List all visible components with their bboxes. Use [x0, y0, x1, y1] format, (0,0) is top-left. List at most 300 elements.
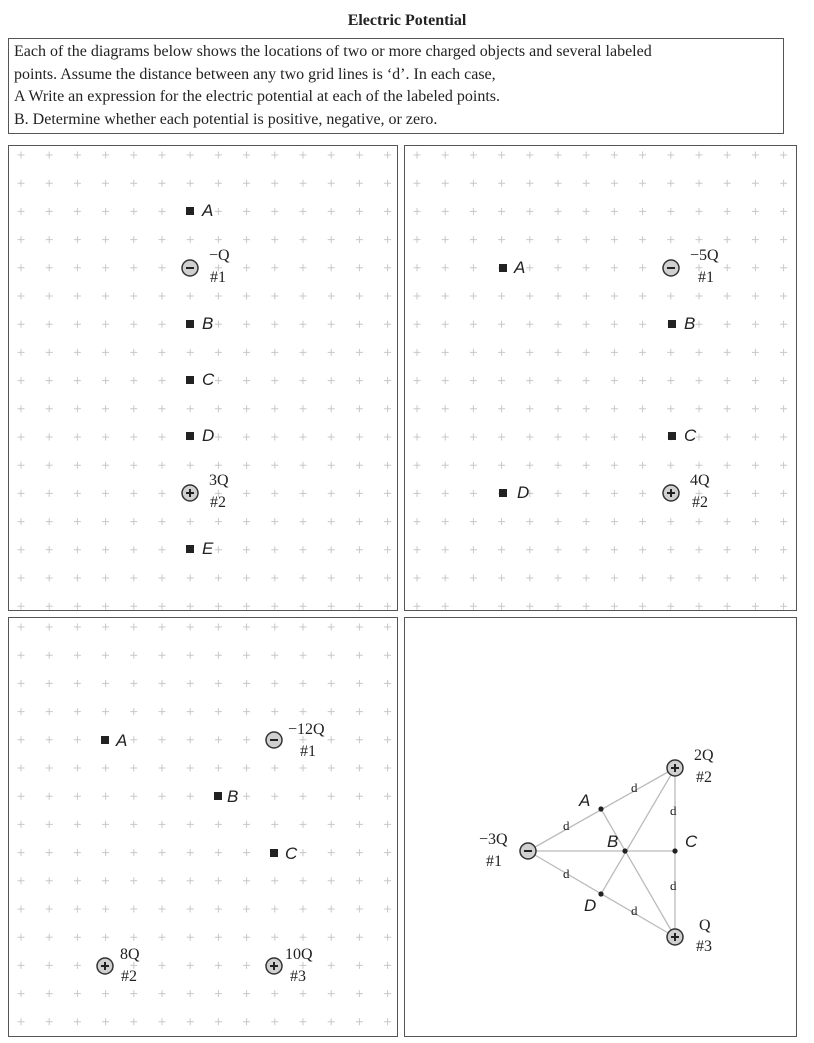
grid-mark [271, 349, 278, 356]
grid-mark [583, 236, 590, 243]
grid-mark [46, 849, 53, 856]
grid-mark [74, 708, 81, 715]
grid-mark [271, 906, 278, 913]
grid-mark [187, 462, 194, 469]
grid-mark [18, 906, 25, 913]
grid-mark [639, 518, 646, 525]
grid-mark [74, 624, 81, 631]
grid-mark [696, 152, 703, 159]
grid-mark [46, 736, 53, 743]
grid-mark [356, 462, 363, 469]
grid-mark [46, 990, 53, 997]
charge-id: #1 [300, 743, 316, 760]
point-label: D [202, 426, 215, 445]
grid-mark [74, 652, 81, 659]
grid-mark [356, 236, 363, 243]
grid-mark [639, 462, 646, 469]
grid-mark [356, 624, 363, 631]
grid-mark [102, 377, 109, 384]
grid-mark [46, 765, 53, 772]
grid-mark [780, 293, 787, 300]
grid [18, 624, 392, 1026]
grid-mark [102, 405, 109, 412]
grid-mark [470, 546, 477, 553]
grid-mark [215, 518, 222, 525]
grid-mark [243, 293, 250, 300]
grid-mark [414, 462, 421, 469]
grid-mark [187, 624, 194, 631]
grid-mark [18, 962, 25, 969]
grid-mark [159, 575, 166, 582]
diagram-3-panel [8, 617, 398, 1037]
grid-mark [130, 765, 137, 772]
grid-mark [470, 293, 477, 300]
charge-2 [182, 472, 229, 511]
grid-mark [384, 405, 391, 412]
grid-mark [498, 208, 505, 215]
grid-mark [555, 603, 562, 610]
grid-mark [384, 264, 391, 271]
grid-mark [74, 546, 81, 553]
grid-mark [300, 152, 307, 159]
grid-mark [215, 736, 222, 743]
grid-mark [243, 990, 250, 997]
grid-mark [243, 849, 250, 856]
grid-mark [498, 377, 505, 384]
grid-mark [74, 152, 81, 159]
square-marker-icon [668, 432, 676, 440]
grid-mark [696, 518, 703, 525]
charge-1 [182, 247, 230, 286]
grid-mark [102, 264, 109, 271]
point-label: C [285, 844, 298, 863]
grid-mark [187, 821, 194, 828]
grid-mark [442, 490, 449, 497]
grid-mark [187, 236, 194, 243]
grid-mark [583, 377, 590, 384]
charge-value: 4Q [690, 472, 710, 489]
grid-mark [442, 575, 449, 582]
grid-mark [526, 321, 533, 328]
grid-mark [159, 321, 166, 328]
grid-mark [356, 546, 363, 553]
grid-mark [470, 405, 477, 412]
grid-mark [159, 293, 166, 300]
grid-mark [611, 490, 618, 497]
grid-mark [667, 575, 674, 582]
point-label: B [607, 832, 619, 851]
square-marker-icon [499, 489, 507, 497]
grid-mark [328, 603, 335, 610]
grid-mark [384, 736, 391, 743]
point-c [270, 844, 298, 863]
grid-mark [470, 152, 477, 159]
grid-mark [414, 405, 421, 412]
grid-mark [46, 434, 53, 441]
grid-mark [300, 293, 307, 300]
grid-mark [356, 349, 363, 356]
grid-mark [300, 180, 307, 187]
grid-mark [300, 518, 307, 525]
square-marker-icon [214, 792, 222, 800]
grid-mark [328, 546, 335, 553]
grid-mark [243, 264, 250, 271]
grid-mark [780, 264, 787, 271]
grid-mark [470, 180, 477, 187]
grid-mark [243, 652, 250, 659]
grid-mark [356, 490, 363, 497]
point-label: D [517, 483, 530, 502]
grid-mark [18, 849, 25, 856]
grid-mark [414, 321, 421, 328]
charge-1 [266, 721, 325, 760]
grid-mark [159, 906, 166, 913]
square-marker-icon [270, 849, 278, 857]
charge-id: #2 [121, 968, 137, 985]
point-a [101, 731, 127, 750]
grid-mark [271, 462, 278, 469]
distance-label: d [563, 866, 570, 881]
grid-mark [470, 236, 477, 243]
grid-mark [724, 405, 731, 412]
grid-mark [498, 236, 505, 243]
grid-mark [356, 377, 363, 384]
grid-mark [442, 434, 449, 441]
grid-mark [74, 821, 81, 828]
grid-mark [215, 680, 222, 687]
grid-mark [414, 518, 421, 525]
grid-mark [18, 321, 25, 328]
grid-mark [18, 652, 25, 659]
grid-mark [667, 377, 674, 384]
grid-mark [102, 490, 109, 497]
grid-mark [102, 708, 109, 715]
grid-mark [667, 462, 674, 469]
grid-mark [752, 405, 759, 412]
grid-mark [384, 236, 391, 243]
grid-mark [583, 462, 590, 469]
grid-mark [46, 934, 53, 941]
grid-mark [583, 208, 590, 215]
grid-mark [74, 603, 81, 610]
grid-mark [18, 208, 25, 215]
diagram-4 [405, 618, 798, 1038]
grid-mark [752, 575, 759, 582]
grid [414, 152, 788, 610]
grid-mark [215, 546, 222, 553]
grid-mark [414, 293, 421, 300]
grid-mark [102, 208, 109, 215]
grid-mark [384, 624, 391, 631]
grid-mark [271, 490, 278, 497]
grid-mark [159, 793, 166, 800]
grid-mark [583, 264, 590, 271]
grid-mark [384, 793, 391, 800]
square-marker-icon [101, 736, 109, 744]
grid-mark [667, 180, 674, 187]
grid-mark [442, 377, 449, 384]
point-label: B [227, 787, 239, 806]
grid-mark [187, 152, 194, 159]
grid-mark [271, 821, 278, 828]
grid-mark [18, 236, 25, 243]
grid-mark [243, 180, 250, 187]
grid-mark [215, 152, 222, 159]
charge-id: #2 [696, 769, 712, 786]
grid-mark [696, 546, 703, 553]
grid-mark [130, 434, 137, 441]
grid-mark [498, 180, 505, 187]
grid-mark [356, 821, 363, 828]
grid-mark [667, 603, 674, 610]
distance-label: d [670, 878, 677, 893]
grid-mark [724, 293, 731, 300]
grid-mark [724, 321, 731, 328]
grid-mark [356, 321, 363, 328]
grid-mark [442, 236, 449, 243]
grid-mark [271, 405, 278, 412]
grid-mark [18, 680, 25, 687]
grid-mark [724, 208, 731, 215]
grid-mark [328, 652, 335, 659]
grid-mark [18, 462, 25, 469]
grid-mark [667, 236, 674, 243]
grid-mark [611, 349, 618, 356]
grid-mark [639, 490, 646, 497]
grid-mark [328, 575, 335, 582]
grid-mark [215, 849, 222, 856]
grid-mark [46, 349, 53, 356]
charge-value: −Q [209, 247, 230, 264]
grid-mark [583, 293, 590, 300]
grid-mark [159, 821, 166, 828]
grid-mark [300, 264, 307, 271]
grid-mark [414, 236, 421, 243]
grid-mark [18, 736, 25, 743]
grid-mark [130, 264, 137, 271]
grid-mark [300, 1018, 307, 1025]
grid-mark [187, 934, 194, 941]
grid-mark [555, 575, 562, 582]
grid-mark [442, 405, 449, 412]
grid-mark [724, 575, 731, 582]
grid-mark [498, 405, 505, 412]
grid-mark [356, 962, 363, 969]
grid-mark [159, 765, 166, 772]
point-label: B [202, 314, 214, 333]
diagram-4-panel [404, 617, 797, 1037]
grid-mark [271, 518, 278, 525]
grid-mark [384, 765, 391, 772]
grid-mark [271, 793, 278, 800]
grid-mark [271, 180, 278, 187]
grid-mark [130, 1018, 137, 1025]
grid-mark [328, 849, 335, 856]
grid-mark [696, 208, 703, 215]
grid-mark [187, 877, 194, 884]
grid-mark [271, 1018, 278, 1025]
grid-mark [159, 462, 166, 469]
grid-mark [752, 518, 759, 525]
grid-mark [18, 405, 25, 412]
dot-marker-icon [598, 806, 603, 811]
grid-mark [328, 708, 335, 715]
grid-mark [187, 736, 194, 743]
grid-mark [328, 793, 335, 800]
grid-mark [611, 152, 618, 159]
grid-mark [159, 264, 166, 271]
grid-mark [780, 603, 787, 610]
grid-mark [611, 264, 618, 271]
grid-mark [46, 906, 53, 913]
grid-mark [130, 793, 137, 800]
grid-mark [46, 603, 53, 610]
charge-id: #1 [210, 269, 226, 286]
grid-mark [159, 377, 166, 384]
charge-value: 8Q [120, 946, 140, 963]
grid-mark [130, 546, 137, 553]
grid-mark [470, 321, 477, 328]
grid-mark [639, 293, 646, 300]
grid-mark [780, 405, 787, 412]
grid-mark [442, 518, 449, 525]
grid-mark [667, 293, 674, 300]
grid-mark [102, 652, 109, 659]
grid-mark [18, 546, 25, 553]
grid-mark [414, 490, 421, 497]
grid-mark [752, 321, 759, 328]
grid-mark [18, 377, 25, 384]
grid-mark [74, 180, 81, 187]
grid-mark [271, 236, 278, 243]
point-b [607, 832, 628, 854]
grid-mark [611, 236, 618, 243]
grid-mark [555, 405, 562, 412]
grid-mark [130, 990, 137, 997]
grid-mark [583, 546, 590, 553]
grid-mark [384, 680, 391, 687]
grid-mark [74, 765, 81, 772]
grid-mark [555, 349, 562, 356]
grid-mark [243, 1018, 250, 1025]
grid-mark [384, 877, 391, 884]
grid-mark [159, 603, 166, 610]
grid-mark [328, 377, 335, 384]
diagram-1-panel [8, 145, 398, 611]
grid-mark [526, 236, 533, 243]
grid-mark [271, 293, 278, 300]
point-label: B [684, 314, 696, 333]
grid-mark [526, 462, 533, 469]
point-a [186, 201, 213, 220]
grid-mark [243, 736, 250, 743]
grid-mark [639, 377, 646, 384]
grid-mark [356, 1018, 363, 1025]
grid-mark [159, 990, 166, 997]
grid-mark [215, 321, 222, 328]
grid-mark [442, 321, 449, 328]
point-d [186, 426, 214, 445]
square-marker-icon [668, 320, 676, 328]
grid-mark [526, 434, 533, 441]
grid-mark [752, 434, 759, 441]
grid-mark [159, 405, 166, 412]
grid-mark [102, 821, 109, 828]
grid-mark [526, 180, 533, 187]
dot-marker-icon [598, 891, 603, 896]
grid-mark [18, 934, 25, 941]
grid-mark [102, 434, 109, 441]
grid-mark [18, 603, 25, 610]
grid-mark [780, 349, 787, 356]
grid-mark [74, 490, 81, 497]
grid-mark [215, 906, 222, 913]
grid-mark [215, 821, 222, 828]
grid-mark [215, 180, 222, 187]
grid-mark [328, 736, 335, 743]
grid-mark [130, 518, 137, 525]
grid-mark [724, 180, 731, 187]
grid-mark [414, 349, 421, 356]
grid-mark [130, 377, 137, 384]
grid-mark [639, 603, 646, 610]
grid-mark [102, 624, 109, 631]
grid-mark [159, 652, 166, 659]
grid-mark [328, 462, 335, 469]
grid-mark [215, 349, 222, 356]
grid-mark [46, 152, 53, 159]
grid-mark [300, 490, 307, 497]
grid-mark [102, 934, 109, 941]
grid-mark [102, 462, 109, 469]
grid-mark [498, 152, 505, 159]
grid-mark [780, 490, 787, 497]
grid-mark [74, 849, 81, 856]
grid-mark [442, 546, 449, 553]
grid-mark [215, 624, 222, 631]
grid-mark [442, 208, 449, 215]
grid-mark [356, 293, 363, 300]
grid-mark [328, 624, 335, 631]
grid-mark [46, 652, 53, 659]
square-marker-icon [499, 264, 507, 272]
grid-mark [215, 405, 222, 412]
grid-mark [74, 736, 81, 743]
grid-mark [130, 236, 137, 243]
distance-label: d [631, 903, 638, 918]
grid-mark [356, 708, 363, 715]
grid-mark [74, 434, 81, 441]
grid-mark [384, 575, 391, 582]
grid-mark [555, 462, 562, 469]
grid-mark [583, 180, 590, 187]
grid-mark [384, 652, 391, 659]
charge-1 [663, 247, 719, 286]
grid-mark [74, 877, 81, 884]
grid-mark [583, 603, 590, 610]
point-label: D [584, 896, 597, 915]
grid-mark [130, 321, 137, 328]
grid-mark [526, 518, 533, 525]
grid-mark [498, 349, 505, 356]
grid-mark [384, 934, 391, 941]
grid-mark [583, 490, 590, 497]
grid-mark [130, 708, 137, 715]
grid-mark [498, 518, 505, 525]
grid-mark [74, 680, 81, 687]
grid-mark [215, 990, 222, 997]
grid-mark [18, 180, 25, 187]
